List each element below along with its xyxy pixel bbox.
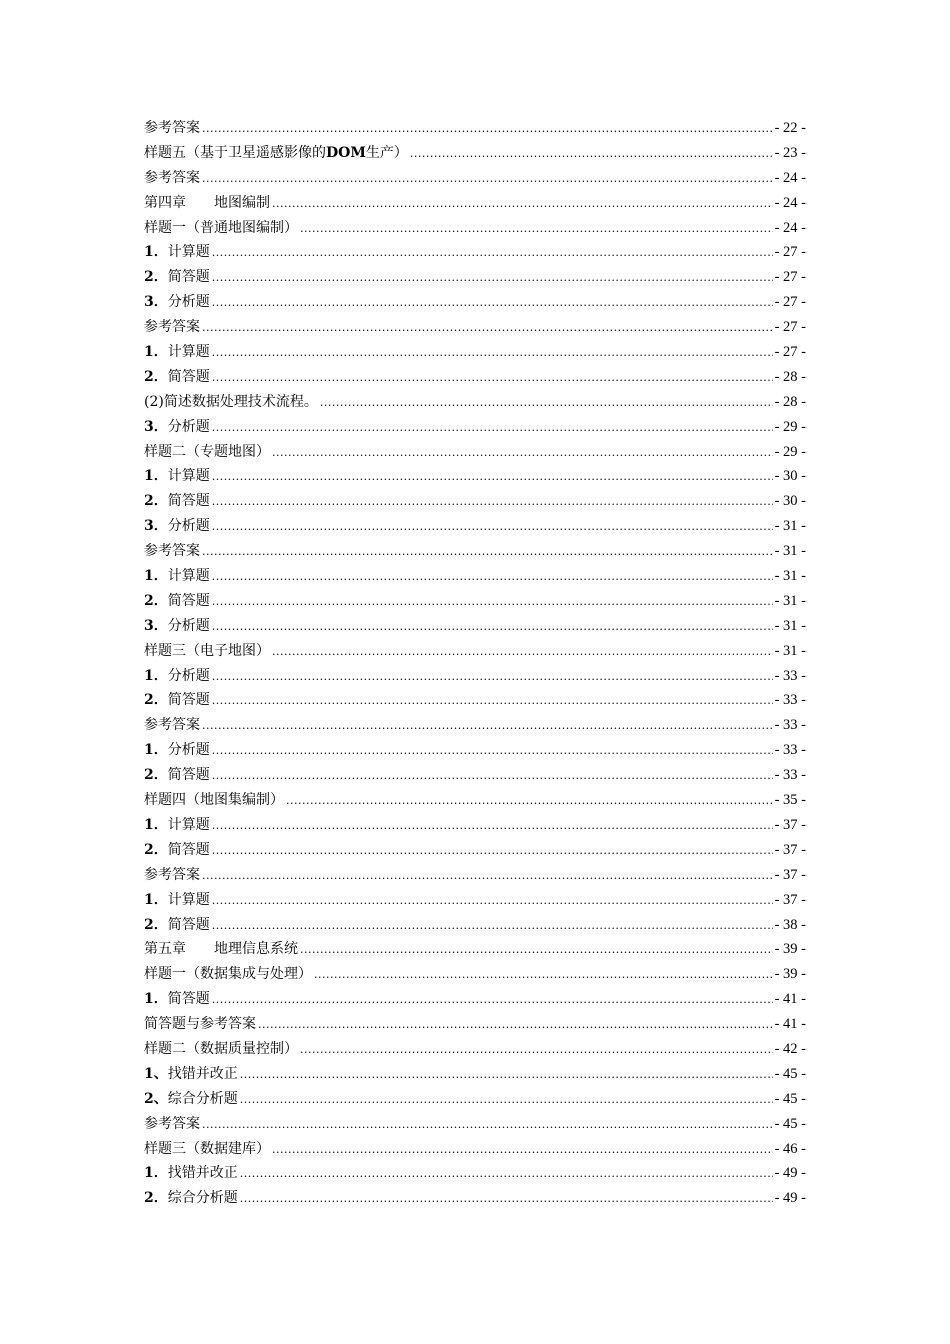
toc-entry-title: 1．计算题 [144, 891, 210, 908]
toc-entry-title: 样题二（数据质量控制） [144, 1040, 298, 1057]
toc-entry[interactable] [144, 166, 806, 191]
toc-entry[interactable] [144, 664, 806, 689]
toc-entry[interactable] [144, 713, 806, 738]
toc-entry-title: 参考答案 [144, 169, 200, 186]
toc-entry-page: - 38 - [774, 916, 806, 933]
toc-entry[interactable] [144, 1012, 806, 1037]
toc-entry-page: - 45 - [774, 1090, 806, 1107]
toc-dot-leader [212, 665, 773, 690]
toc-entry-page: - 49 - [774, 1165, 806, 1182]
toc-entry-page: - 45 - [774, 1065, 806, 1082]
toc-entry-page: - 29 - [774, 443, 806, 460]
toc-entry[interactable] [144, 763, 806, 788]
toc-dot-leader [240, 1187, 773, 1212]
toc-dot-leader [212, 615, 773, 640]
toc-entry-page: - 31 - [774, 568, 806, 585]
toc-entry[interactable] [144, 962, 806, 987]
toc-dot-leader [202, 714, 773, 739]
toc-entry-title: 参考答案 [144, 543, 200, 560]
toc-entry[interactable] [144, 589, 806, 614]
toc-dot-leader [212, 490, 773, 515]
toc-entry-page: - 24 - [774, 194, 806, 211]
toc-entry-title: 2．简答题 [144, 368, 210, 385]
toc-entry-title: 2．简答题 [144, 767, 210, 784]
toc-entry-title: 第五章 地理信息系统 [144, 941, 298, 958]
toc-entry[interactable] [144, 315, 806, 340]
toc-entry-page: - 28 - [774, 393, 806, 410]
table-of-contents [144, 116, 806, 1211]
toc-entry[interactable] [144, 738, 806, 763]
toc-entry-title: 1．计算题 [144, 244, 210, 261]
toc-entry-page: - 37 - [774, 891, 806, 908]
toc-entry-page: - 27 - [774, 319, 806, 336]
toc-entry[interactable] [144, 913, 806, 938]
toc-entry-page: - 27 - [774, 269, 806, 286]
toc-entry[interactable] [144, 1186, 806, 1211]
toc-entry-page: - 42 - [774, 1040, 806, 1057]
toc-entry[interactable] [144, 141, 806, 166]
toc-entry[interactable] [144, 614, 806, 639]
toc-entry-page: - 46 - [774, 1140, 806, 1157]
toc-entry-page: - 27 - [774, 344, 806, 361]
toc-dot-leader [212, 266, 773, 291]
toc-entry[interactable] [144, 1112, 806, 1137]
toc-entry[interactable] [144, 265, 806, 290]
toc-dot-leader [212, 515, 773, 540]
toc-entry-page: - 37 - [774, 866, 806, 883]
toc-dot-leader [300, 938, 773, 963]
toc-dot-leader [212, 839, 773, 864]
toc-entry-page: - 31 - [774, 642, 806, 659]
toc-entry-page: - 30 - [774, 468, 806, 485]
toc-entry-title: 1、找错并改正 [144, 1065, 238, 1082]
toc-entry[interactable] [144, 1137, 806, 1162]
toc-dot-leader [202, 167, 773, 192]
toc-entry-title: 2．简答题 [144, 493, 210, 510]
toc-entry[interactable] [144, 639, 806, 664]
toc-entry-page: - 22 - [774, 120, 806, 136]
toc-entry-title: 1．分析题 [144, 742, 210, 759]
toc-entry-page: - 30 - [774, 493, 806, 510]
toc-entry-title: 第四章 地图编制 [144, 194, 270, 211]
toc-entry-page: - 31 - [774, 518, 806, 535]
toc-dot-leader [272, 192, 773, 217]
toc-dot-leader [212, 416, 773, 441]
toc-dot-leader [212, 689, 773, 714]
toc-entry-page: - 23 - [774, 144, 806, 161]
toc-entry-title: 样题二（专题地图） [144, 443, 270, 460]
toc-entry[interactable] [144, 1161, 806, 1186]
toc-entry-page: - 37 - [774, 816, 806, 833]
toc-entry[interactable] [144, 514, 806, 539]
toc-entry[interactable] [144, 937, 806, 962]
toc-entry-page: - 29 - [774, 418, 806, 435]
toc-entry[interactable] [144, 987, 806, 1012]
toc-dot-leader [410, 142, 773, 167]
toc-entry-title: 1．简答题 [144, 991, 210, 1008]
toc-entry-page: - 37 - [774, 841, 806, 858]
toc-dot-leader [212, 914, 773, 939]
toc-dot-leader [314, 963, 773, 988]
toc-dot-leader [272, 441, 773, 466]
toc-dot-leader [272, 640, 773, 665]
toc-entry-title: 1．找错并改正 [144, 1165, 238, 1182]
toc-entry-title: 参考答案 [144, 319, 200, 336]
toc-entry[interactable] [144, 290, 806, 315]
toc-dot-leader [202, 117, 773, 142]
toc-entry-page: - 33 - [774, 767, 806, 784]
toc-entry-title: 2．简答题 [144, 592, 210, 609]
toc-entry-page: - 41 - [774, 1016, 806, 1033]
toc-entry-title: 参考答案 [144, 717, 200, 734]
toc-entry[interactable] [144, 340, 806, 365]
toc-entry[interactable] [144, 788, 806, 813]
toc-dot-leader [240, 1063, 773, 1088]
toc-dot-leader [212, 465, 773, 490]
toc-entry-page: - 24 - [774, 219, 806, 236]
toc-entry-title: 2．简答题 [144, 916, 210, 933]
toc-entry-title: (2)简述数据处理技术流程。 [144, 393, 318, 410]
toc-entry[interactable] [144, 116, 806, 141]
toc-entry-page: - 31 - [774, 617, 806, 634]
toc-entry-title: 样题一（普通地图编制） [144, 219, 298, 236]
toc-entry-title: 1．计算题 [144, 816, 210, 833]
toc-entry[interactable] [144, 240, 806, 265]
toc-entry-title: 样题一（数据集成与处理） [144, 966, 312, 983]
toc-entry-page: - 41 - [774, 991, 806, 1008]
toc-entry-title: 1．计算题 [144, 568, 210, 585]
toc-entry-page: - 33 - [774, 717, 806, 734]
toc-entry-title: 3．分析题 [144, 617, 210, 634]
toc-entry-page: - 39 - [774, 941, 806, 958]
toc-dot-leader [212, 341, 773, 366]
toc-dot-leader [212, 565, 773, 590]
toc-entry-page: - 31 - [774, 543, 806, 560]
toc-entry[interactable] [144, 191, 806, 216]
toc-entry-title: 2、综合分析题 [144, 1090, 238, 1107]
toc-dot-leader [202, 316, 773, 341]
toc-entry[interactable] [144, 688, 806, 713]
toc-entry-page: - 33 - [774, 692, 806, 709]
toc-entry-title: 1．分析题 [144, 667, 210, 684]
toc-dot-leader [212, 291, 773, 316]
toc-entry-title: 2．简答题 [144, 692, 210, 709]
toc-entry-page: - 49 - [774, 1190, 806, 1207]
toc-dot-leader [240, 1162, 773, 1187]
toc-entry-title: 样题三（数据建库） [144, 1140, 270, 1157]
toc-entry[interactable] [144, 489, 806, 514]
toc-entry-title: 简答题与参考答案 [144, 1016, 256, 1033]
toc-entry-title: 参考答案 [144, 866, 200, 883]
toc-entry-title: 2．综合分析题 [144, 1190, 238, 1207]
toc-entry-title: 1．计算题 [144, 468, 210, 485]
toc-entry-page: - 27 - [774, 294, 806, 311]
toc-entry[interactable] [144, 1087, 806, 1112]
toc-entry[interactable] [144, 888, 806, 913]
toc-entry-title: 2．简答题 [144, 841, 210, 858]
toc-dot-leader [300, 1038, 773, 1063]
toc-entry-title: 样题三（电子地图） [144, 642, 270, 659]
toc-entry[interactable] [144, 838, 806, 863]
toc-entry-title: 1．计算题 [144, 344, 210, 361]
toc-entry-page: - 33 - [774, 667, 806, 684]
toc-entry-title: 样题四（地图集编制） [144, 792, 284, 809]
toc-entry-title: 参考答案 [144, 120, 200, 136]
toc-entry[interactable] [144, 440, 806, 465]
toc-dot-leader [212, 764, 773, 789]
toc-dot-leader [212, 889, 773, 914]
toc-entry-page: - 28 - [774, 368, 806, 385]
toc-entry-page: - 39 - [774, 966, 806, 983]
toc-entry[interactable] [144, 539, 806, 564]
toc-dot-leader [212, 590, 773, 615]
toc-dot-leader [212, 739, 773, 764]
toc-entry-page: - 35 - [774, 792, 806, 809]
toc-entry-page: - 31 - [774, 592, 806, 609]
toc-dot-leader [202, 864, 773, 889]
toc-dot-leader [300, 217, 773, 242]
toc-entry-title: 2．简答题 [144, 269, 210, 286]
toc-dot-leader [212, 988, 773, 1013]
toc-entry-title: 3．分析题 [144, 418, 210, 435]
toc-entry-page: - 27 - [774, 244, 806, 261]
toc-entry[interactable] [144, 863, 806, 888]
toc-dot-leader [202, 1113, 773, 1138]
toc-dot-leader [212, 814, 773, 839]
toc-entry-title: 样题五（基于卫星遥感影像的DOM生产） [144, 144, 408, 161]
toc-entry[interactable] [144, 1037, 806, 1062]
toc-entry[interactable] [144, 464, 806, 489]
toc-dot-leader [320, 391, 773, 416]
toc-dot-leader [202, 540, 773, 565]
toc-entry[interactable] [144, 813, 806, 838]
toc-entry-title: 3．分析题 [144, 294, 210, 311]
toc-entry[interactable] [144, 216, 806, 241]
toc-dot-leader [212, 366, 773, 391]
toc-dot-leader [258, 1013, 773, 1038]
toc-entry[interactable] [144, 365, 806, 390]
toc-entry[interactable] [144, 390, 806, 415]
toc-entry-title: 参考答案 [144, 1115, 200, 1132]
toc-dot-leader [272, 1138, 773, 1163]
toc-dot-leader [212, 241, 773, 266]
toc-dot-leader [286, 789, 773, 814]
toc-entry-page: - 45 - [774, 1115, 806, 1132]
toc-entry[interactable] [144, 415, 806, 440]
toc-entry-title: 3．分析题 [144, 518, 210, 535]
toc-entry-page: - 24 - [774, 169, 806, 186]
toc-entry[interactable] [144, 1062, 806, 1087]
toc-entry-page: - 33 - [774, 742, 806, 759]
toc-dot-leader [240, 1088, 773, 1113]
toc-entry[interactable] [144, 564, 806, 589]
